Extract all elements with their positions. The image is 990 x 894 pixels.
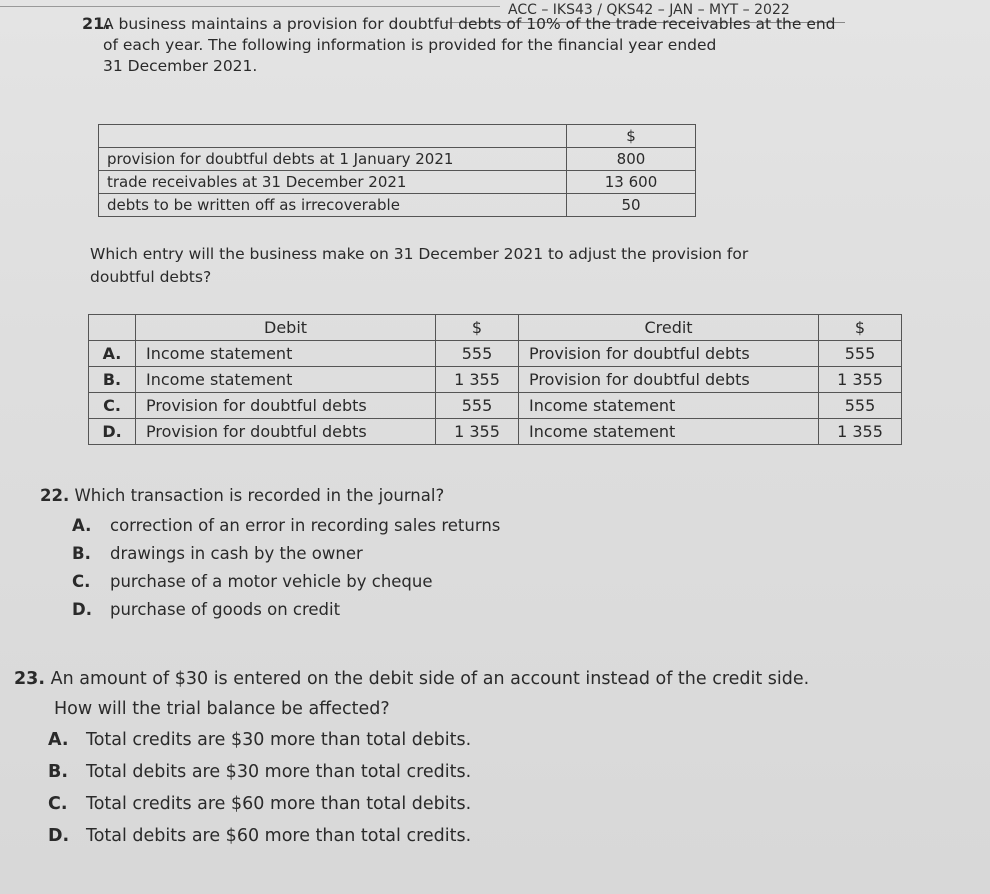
- q22-option-b[interactable]: [72, 540, 500, 568]
- option-text: Total credits are $30 more than total debits.: [86, 730, 472, 750]
- option-letter: B.: [89, 367, 136, 393]
- table-header-row: [89, 315, 902, 341]
- option-text: correction of an error in recording sales returns: [110, 516, 501, 535]
- answer-row-a[interactable]: [89, 341, 902, 367]
- q22-option-d[interactable]: [72, 596, 500, 624]
- q21-intro-line: of each year. The following information is provided for the financial year ended: [103, 36, 717, 54]
- debit-account: Income statement: [136, 367, 436, 393]
- option-letter: A.: [89, 341, 136, 367]
- info-label: trade receivables at 31 December 2021: [99, 171, 567, 194]
- credit-account: Income statement: [518, 393, 818, 419]
- info-value: 800: [567, 148, 696, 171]
- q21-intro: [103, 14, 843, 77]
- question-23: [14, 664, 809, 852]
- option-letter: C.: [48, 794, 68, 814]
- q23-option-d[interactable]: [48, 820, 809, 852]
- debit-amount-header: $: [436, 315, 519, 341]
- option-letter: B.: [72, 544, 91, 563]
- option-text: Total credits are $60 more than total debits.: [86, 794, 472, 814]
- credit-account: Provision for doubtful debts: [518, 367, 818, 393]
- option-text: drawings in cash by the owner: [110, 544, 363, 563]
- credit-amount: 1 355: [819, 419, 902, 445]
- debit-header: Debit: [136, 315, 436, 341]
- q22-option-a[interactable]: [72, 512, 500, 540]
- q21-answer-table: [88, 314, 902, 445]
- option-letter: A.: [72, 516, 92, 535]
- q22-option-c[interactable]: [72, 568, 500, 596]
- option-letter: D.: [89, 419, 136, 445]
- debit-amount: 555: [436, 341, 519, 367]
- q21-question-line: doubtful debts?: [90, 268, 212, 286]
- q23-question-line1: [14, 664, 809, 694]
- q21-number: 21.: [82, 14, 111, 33]
- option-letter: C.: [89, 393, 136, 419]
- option-text: purchase of a motor vehicle by cheque: [110, 572, 433, 591]
- debit-amount: 1 355: [436, 367, 519, 393]
- info-value: 13 600: [567, 171, 696, 194]
- q22-number: 22.: [40, 486, 70, 505]
- q23-question-line2: How will the trial balance be affected?: [54, 699, 390, 719]
- table-row: [99, 125, 696, 148]
- option-text: purchase of goods on credit: [110, 600, 341, 619]
- q21-question: [90, 243, 748, 289]
- option-letter: C.: [72, 572, 91, 591]
- credit-amount-header: $: [819, 315, 902, 341]
- q23-question: An amount of $30 is entered on the debit side of an account instead of the credit side.: [50, 669, 810, 689]
- option-letter: D.: [72, 600, 92, 619]
- currency-header: $: [567, 125, 696, 148]
- debit-amount: 1 355: [436, 419, 519, 445]
- page-header: ACC – IKS43 / QKS42 – JAN – MYT – 2022: [508, 2, 790, 18]
- credit-amount: 555: [819, 393, 902, 419]
- credit-amount: 555: [819, 341, 902, 367]
- info-value: 50: [567, 194, 696, 217]
- option-letter: A.: [48, 730, 69, 750]
- table-cell: [89, 315, 136, 341]
- credit-header: Credit: [518, 315, 818, 341]
- debit-amount: 555: [436, 393, 519, 419]
- q23-option-b[interactable]: [48, 756, 809, 788]
- info-label: debts to be written off as irrecoverable: [99, 194, 567, 217]
- table-row: [99, 194, 696, 217]
- q21-intro-line: 31 December 2021.: [103, 57, 258, 75]
- q23-option-a[interactable]: [48, 724, 809, 756]
- answer-row-c[interactable]: [89, 393, 902, 419]
- q21-question-line: Which entry will the business make on 31 December 2021 to adjust the provision for: [90, 245, 749, 263]
- q23-number: 23.: [14, 669, 46, 689]
- debit-account: Provision for doubtful debts: [136, 419, 436, 445]
- option-text: Total debits are $30 more than total credits.: [86, 762, 472, 782]
- q21-intro-line: A business maintains a provision for doubtful debts of 10% of the trade receivables at the end: [103, 15, 836, 33]
- q23-option-c[interactable]: [48, 788, 809, 820]
- option-letter: B.: [48, 762, 68, 782]
- q22-title: [40, 486, 500, 505]
- q21-info-table: [98, 124, 696, 217]
- table-row: [99, 171, 696, 194]
- option-letter: D.: [48, 826, 70, 846]
- question-22: [40, 486, 500, 624]
- credit-account: Income statement: [518, 419, 818, 445]
- credit-account: Provision for doubtful debts: [518, 341, 818, 367]
- divider: [0, 6, 500, 7]
- answer-row-b[interactable]: [89, 367, 902, 393]
- q22-question: Which transaction is recorded in the journal?: [74, 486, 445, 505]
- table-row: [99, 148, 696, 171]
- debit-account: Provision for doubtful debts: [136, 393, 436, 419]
- option-text: Total debits are $60 more than total credits.: [86, 826, 472, 846]
- answer-row-d[interactable]: [89, 419, 902, 445]
- credit-amount: 1 355: [819, 367, 902, 393]
- debit-account: Income statement: [136, 341, 436, 367]
- table-cell: [99, 125, 567, 148]
- info-label: provision for doubtful debts at 1 January 2021: [99, 148, 567, 171]
